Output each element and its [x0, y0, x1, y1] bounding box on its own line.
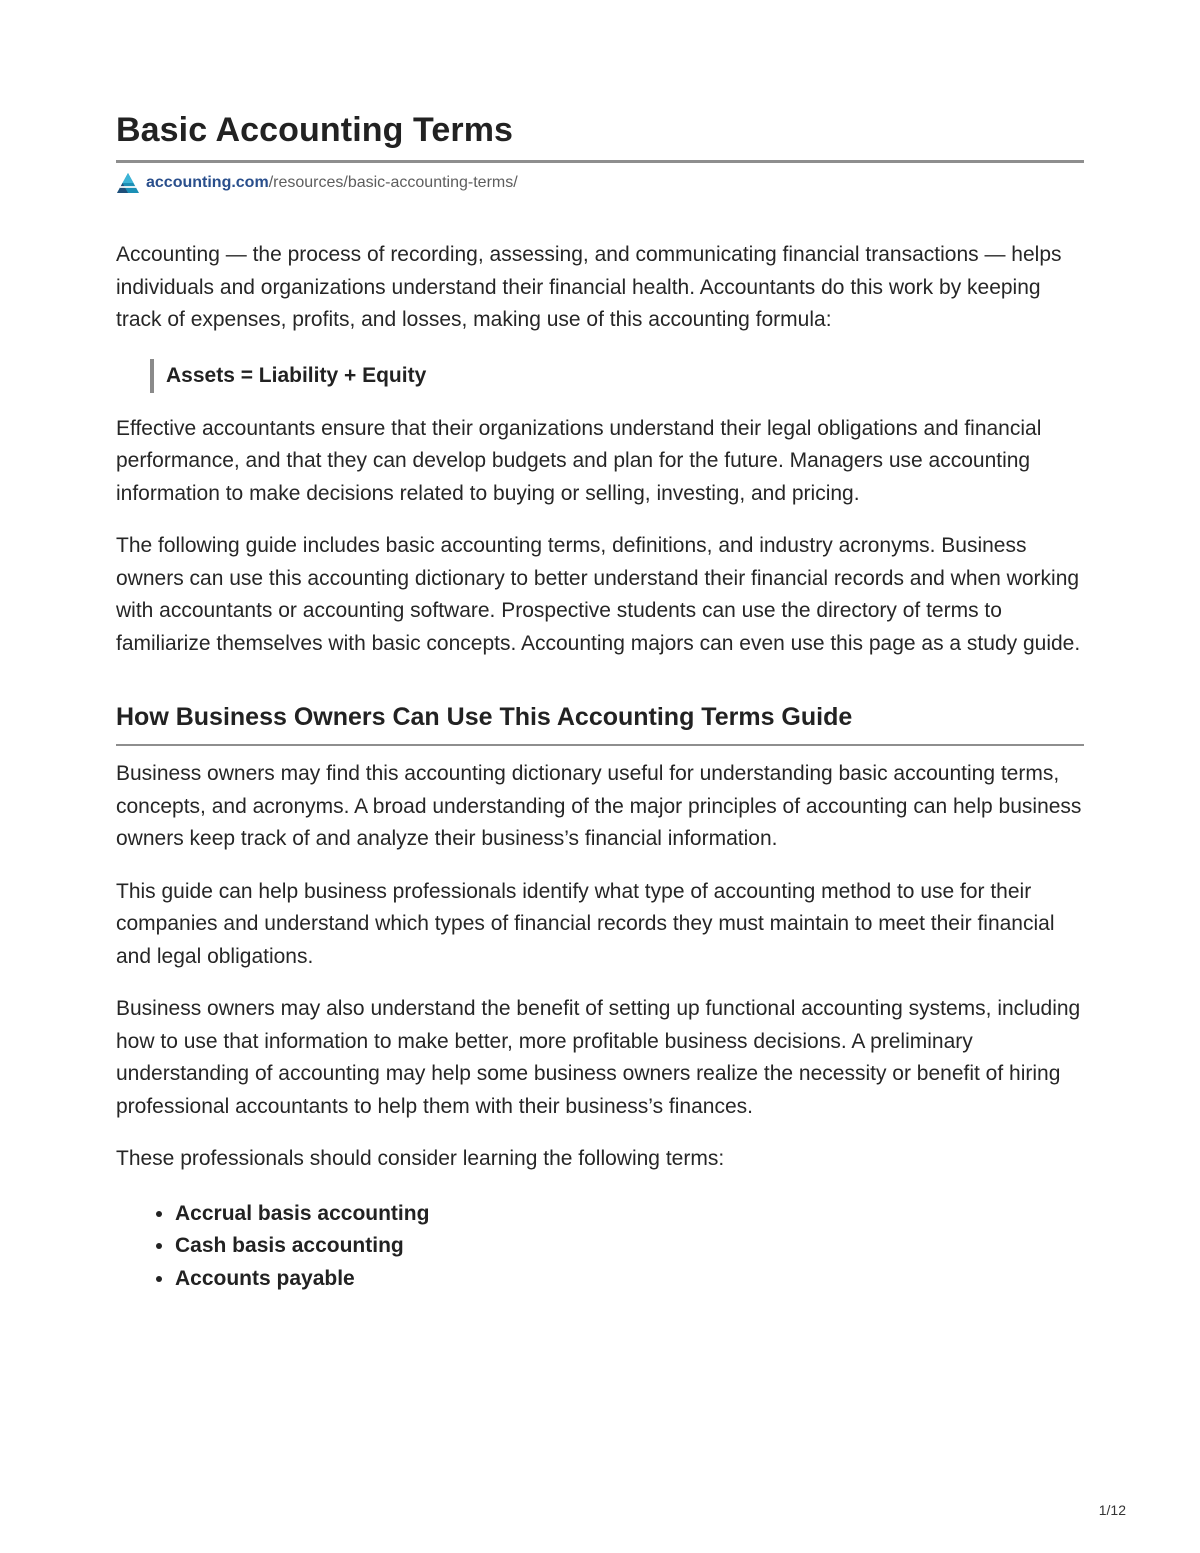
list-item: • Cash basis accounting [175, 1230, 1084, 1263]
source-link[interactable] [116, 171, 1084, 195]
document-page [116, 108, 1084, 1295]
section-paragraph-3: Business owners may also understand the benefit of setting up functional accounting systems, including how to use that information to make better, more profitable business decisions. A preliminary understanding of accounting may help some business owners realize the necessity or benefit of hiring professional accountants to help them with their business’s finances. [116, 997, 1081, 1118]
section-paragraph-2: This guide can help business professionals identify what type of accounting method to use for their companies and understand which types of financial records they must maintain to meet their financial and legal obligations. [116, 879, 1055, 968]
accounting-logo-icon [116, 172, 140, 194]
formula-blockquote: Assets = Liability + Equity [150, 359, 1084, 393]
page-number: 1/12 [1098, 1502, 1126, 1518]
intro-paragraph: Accounting — the process of recording, assessing, and communicating financial transactions — helps individuals and organizations understand their financial health. Accountants do this work by keeping track of expenses, profits, and losses, making use of this accounting formula: [116, 243, 1062, 331]
page-title: Basic Accounting Terms [116, 111, 514, 149]
list-item: • Accrual basis accounting [175, 1198, 1084, 1231]
source-path[interactable]: /resources/basic-accounting-terms/ [268, 174, 518, 191]
section-paragraph-1: Business owners may find this accounting dictionary useful for understanding basic accounting terms, concepts, and acronyms. A broad understanding of the major principles of accounting can help business owners keep track of and analyze their business’s financial information. [116, 762, 1082, 850]
section-heading: How Business Owners Can Use This Accounting Terms Guide [116, 703, 853, 731]
paragraph-2: Effective accountants ensure that their organizations understand their legal obligations and financial performance, and that they can develop budgets and plan for the future. Managers use accounting information to make decisions related to buying or selling, investing, and pricing. [116, 416, 1042, 505]
source-domain[interactable]: accounting.com [146, 174, 269, 191]
title-divider [116, 160, 1084, 163]
paragraph-3: The following guide includes basic accounting terms, definitions, and industry acronyms. Business owners can use this accounting dictionary to better understand their financial records and when working with accountants or accounting software. Prospective students can use the directory of terms to familiarize themselves with basic concepts. Accounting majors can even use this page as a study guide. [116, 534, 1081, 655]
section-divider [116, 744, 1084, 746]
list-item: • Accounts payable [175, 1263, 1084, 1296]
terms-list [116, 1198, 1084, 1296]
section-paragraph-4: These professionals should consider learning the following terms: [116, 1147, 725, 1170]
